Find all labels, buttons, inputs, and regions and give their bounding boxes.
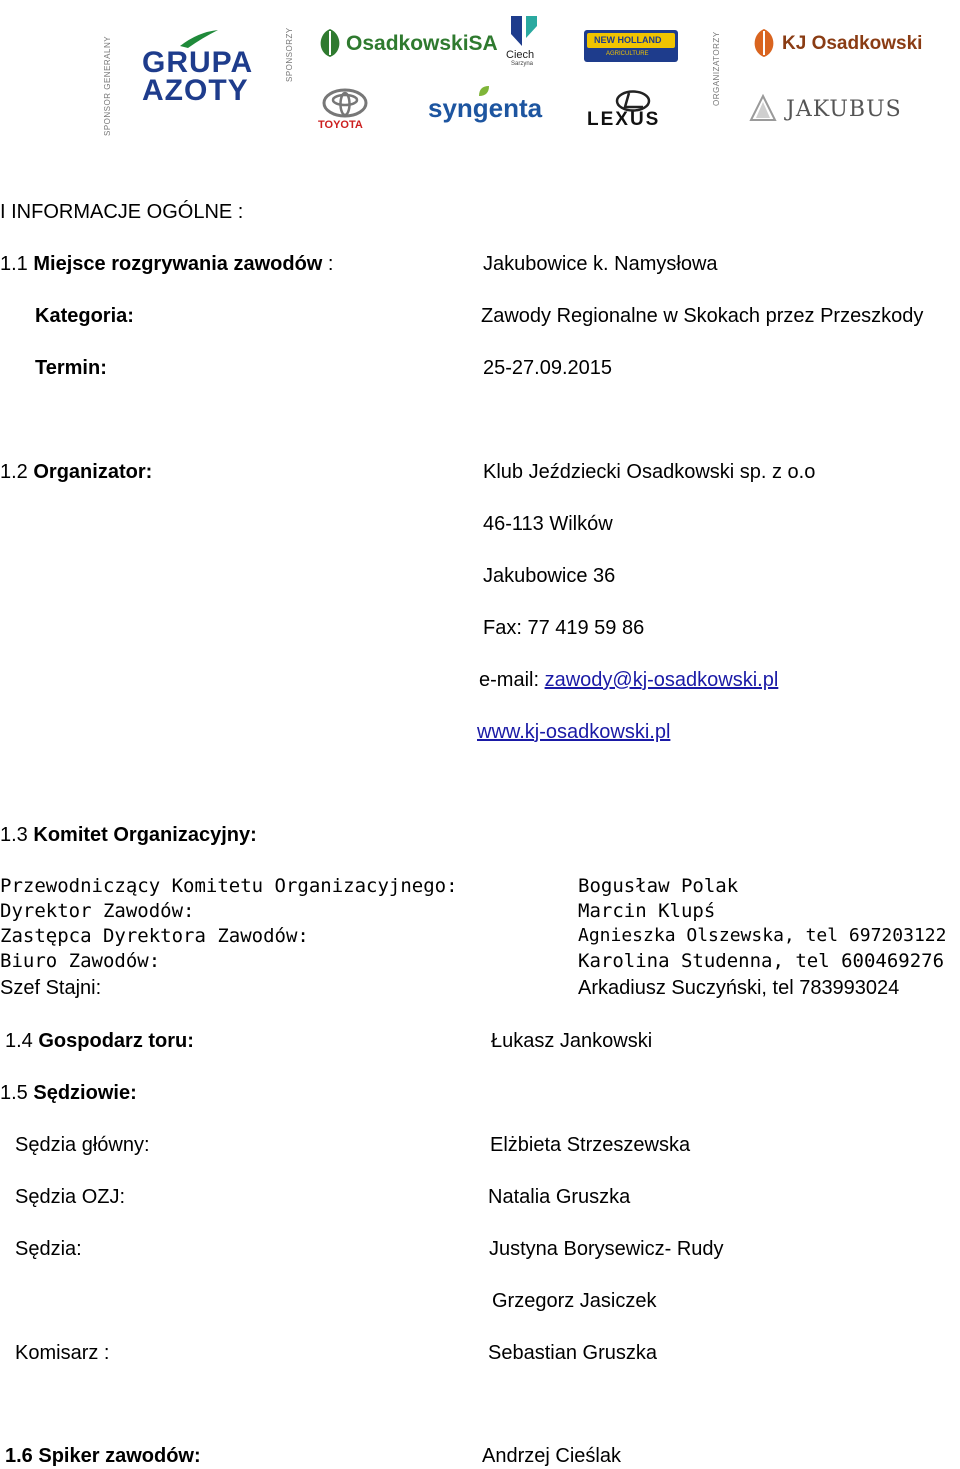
commissioner-label: Komisarz : [15, 1342, 110, 1364]
committee-person: Karolina Studenna, tel 600469276 [578, 950, 945, 972]
new-holland-sub-text: AGRICULTURE [606, 51, 649, 57]
website-row [477, 720, 670, 744]
committee-role: Biuro Zawodów: [0, 950, 161, 972]
judge-value: Grzegorz Jasiczek [492, 1290, 657, 1312]
section-title: I INFORMACJE OGÓLNE : [0, 201, 244, 223]
email-label: e-mail: [479, 669, 545, 691]
commissioner-value: Sebastian Gruszka [488, 1342, 657, 1364]
email-link[interactable]: zawody@kj-osadkowski.pl [544, 669, 779, 691]
label-organizers: ORGANIZATORZY [712, 31, 721, 106]
category-label: Kategoria: [35, 305, 134, 327]
committee-role: Dyrektor Zawodów: [0, 900, 195, 922]
ciech-text: Ciech [506, 49, 535, 61]
term-value: 25-27.09.2015 [483, 357, 613, 379]
jakubus-crest-icon [749, 94, 777, 122]
azoty-top-text: GRUPA [142, 46, 254, 79]
toyota-text: TOYOTA [318, 119, 363, 131]
label-general-sponsor: SPONSOR GENERALNY [103, 35, 112, 136]
kj-osadkowski-text: KJ Osadkowski [782, 33, 923, 54]
committee-person: Marcin Klupś [578, 900, 716, 922]
chief-judge-label: Sędzia główny: [15, 1134, 150, 1156]
label-sponsors: SPONSORZY [285, 27, 294, 82]
judge-label: Sędzia: [15, 1238, 82, 1260]
toyota-emblem-icon [322, 88, 368, 118]
organizer-email-row [479, 668, 778, 692]
organizer-fax: Fax: 77 419 59 86 [483, 617, 645, 639]
osadkowski-sa-text: OsadkowskiSA [346, 32, 498, 55]
committee-title: 1.3 Komitet Organizacyjny: [0, 824, 257, 846]
organizer-label: 1.2 Organizator: [0, 461, 153, 483]
venue-value: Jakubowice k. Namysłowa [483, 253, 718, 275]
committee-role: Szef Stajni: [0, 977, 102, 999]
chief-judge-value: Elżbieta Strzeszewska [490, 1134, 691, 1156]
committee-person: Bogusław Polak [578, 875, 739, 897]
committee-role: Zastępca Dyrektora Zawodów: [0, 925, 309, 947]
committee-person: Arkadiusz Suczyński, tel 783993024 [578, 977, 900, 999]
judges-title: 1.5 Sędziowie: [0, 1082, 137, 1104]
kj-leaf-icon [750, 28, 778, 58]
judge-value: Justyna Borysewicz- Rudy [489, 1238, 724, 1260]
ciech-mark-icon [507, 14, 541, 48]
committee-role: Przewodniczący Komitetu Organizacyjnego: [0, 875, 458, 897]
venue-label: 1.1 Miejsce rozgrywania zawodów : [0, 253, 334, 275]
azoty-bottom-text: AZOTY [142, 74, 249, 107]
ozj-judge-value: Natalia Gruszka [488, 1186, 631, 1208]
ozj-judge-label: Sędzia OZJ: [15, 1186, 126, 1208]
new-holland-text: NEW HOLLAND [594, 35, 662, 45]
course-builder-label: 1.4 Gospodarz toru: [5, 1030, 194, 1052]
committee-person: Agnieszka Olszewska, tel 697203122 [578, 925, 947, 946]
organizer-name: Klub Jeździecki Osadkowski sp. z o.o [483, 461, 816, 483]
osadkowski-leaf-icon [316, 28, 344, 58]
category-value: Zawody Regionalne w Skokach przez Przeszkody [481, 305, 924, 327]
ciech-sub-text: Sarzyna [511, 61, 534, 67]
course-builder-value: Łukasz Jankowski [491, 1030, 653, 1052]
speaker-label: 1.6 Spiker zawodów: [5, 1445, 201, 1467]
organizer-address-street: Jakubowice 36 [483, 565, 616, 587]
syngenta-text: syngenta [428, 93, 543, 123]
website-link[interactable]: www.kj-osadkowski.pl [477, 721, 671, 743]
speaker-value: Andrzej Cieślak [482, 1445, 621, 1467]
organizer-address-postal: 46-113 Wilków [483, 513, 613, 535]
lexus-text: LEXUS [587, 109, 661, 130]
logo-new-holland [584, 30, 678, 62]
term-label: Termin: [35, 357, 107, 379]
jakubus-text: JAKUBUS [786, 97, 902, 122]
